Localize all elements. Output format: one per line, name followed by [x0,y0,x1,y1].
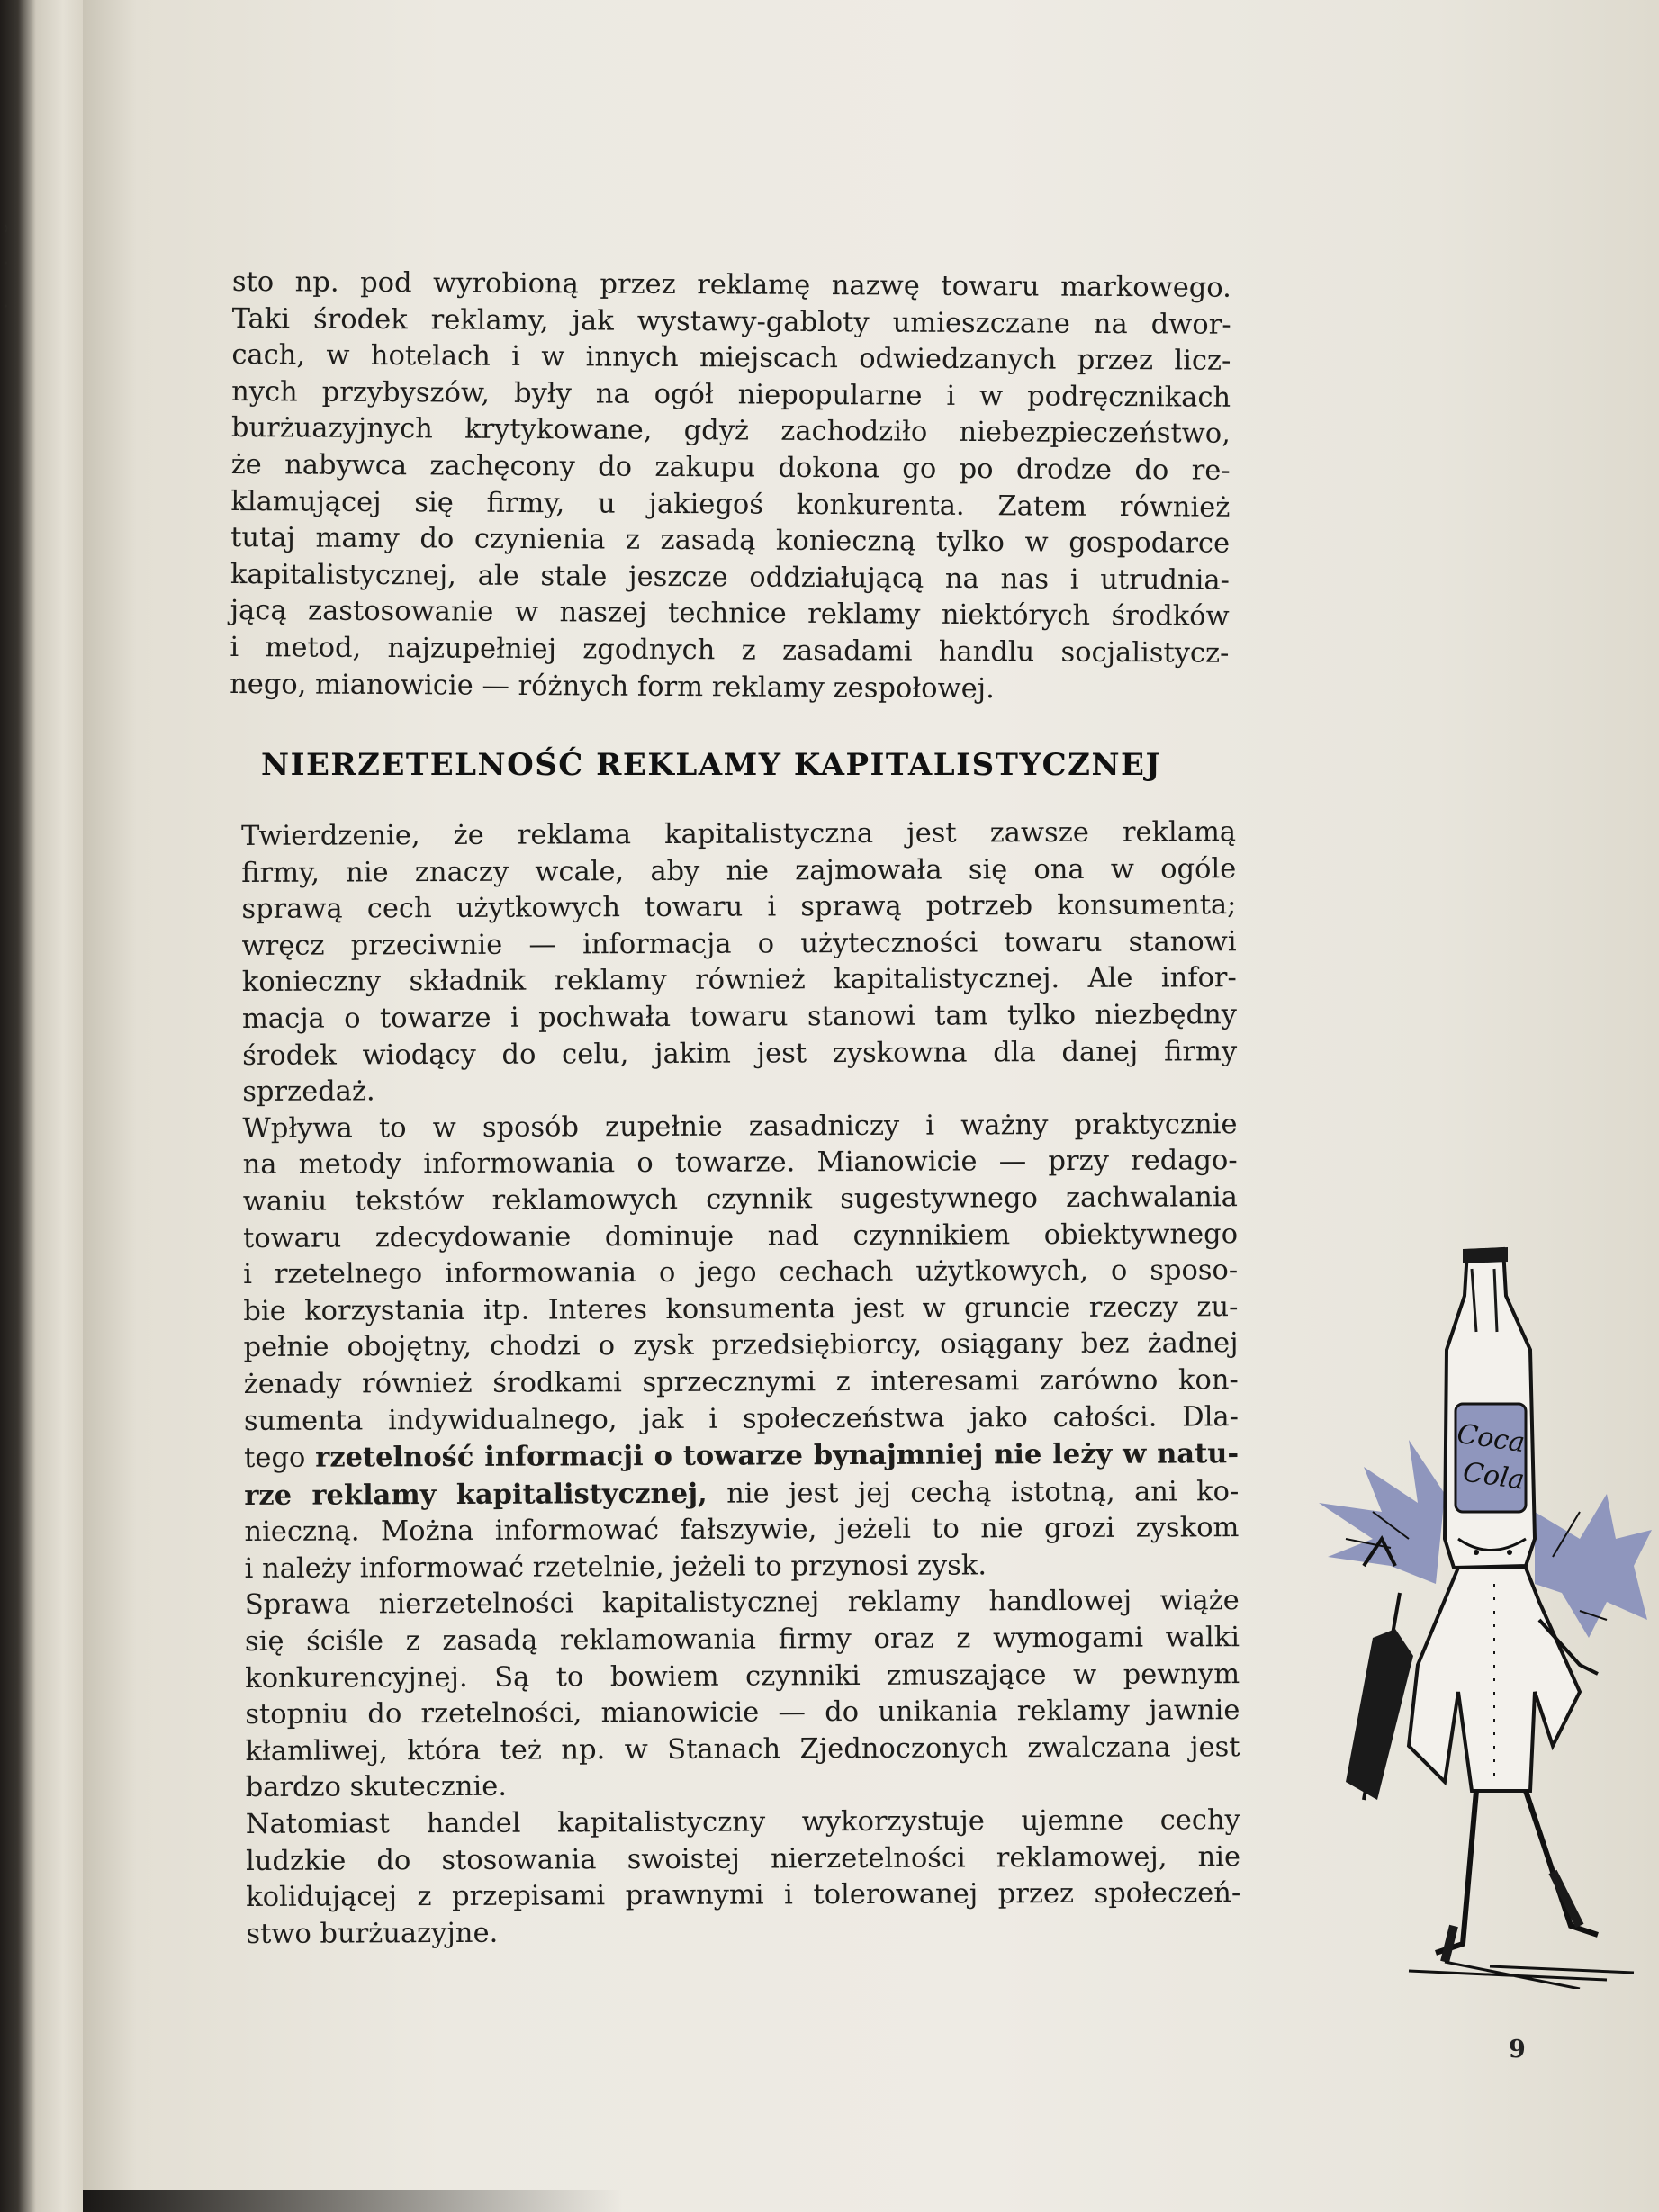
text-line: waniu tekstów reklamowych czynnik sugestywnego zachwalania [242,1182,1238,1218]
section-heading: NIERZETELNOŚĆ REKLAMY KAPITALISTYCZNEJ [261,747,1162,783]
paragraph-1 [241,814,1237,1111]
text-line: sprawą cech użytkowych towaru i sprawą potrzeb konsumenta; [241,889,1237,926]
top-paragraph [230,265,1231,709]
text-line: sto np. pod wyrobioną przez reklamę nazwę towaru markowego. [231,265,1231,304]
text-line: nieczną. Można informować fałszywie, jeżeli to nie grozi zyskom [244,1512,1240,1549]
text-line: wręcz przeciwnie — informacja o użyteczności towaru stanowi [241,925,1237,962]
emphasis-text: rzetelność informacji o towarze bynajmniej nie leży w natu- [315,1437,1240,1474]
text-line: bardzo skutecznie. [245,1771,508,1804]
body-text [241,814,1240,1953]
text-line: burżuazyjnych krytykowane, gdyż zachodziło niebezpieczeństwo, [230,412,1231,451]
text-line: jącą zastosowanie w naszej technice reklamy niektórych środków [230,595,1230,634]
text-span: tego [244,1442,316,1475]
bottle-man-illustration [1310,1242,1652,1989]
text-line: kolidującej z przepisami prawnymi i tolerowanej przez społeczeń- [246,1877,1241,1914]
bottle-label-line2: Cola [1460,1456,1527,1497]
text-line: stopniu do rzetelności, mianowicie — do unikania reklamy jawnie [245,1695,1240,1731]
text-line: nego, mianowicie — różnych form reklamy zespołowej. [230,668,995,705]
text-line: i należy informować rzetelnie, jeżeli to przynosi zysk. [244,1550,987,1585]
page-shadow [83,2190,623,2212]
text-line: tutaj mamy do czynienia z zasadą konieczną tylko w gospodarce [230,522,1231,560]
text-line: żenady również środkami sprzecznymi z interesami zarówno kon- [243,1364,1239,1400]
text-line: cach, w hotelach i w innych miejscach odwiedzanych przez licz- [231,339,1231,377]
text-line [244,1473,1239,1515]
text-line: i metod, najzupełniej zgodnych z zasadami handlu socjalistycz- [230,631,1230,670]
text-line: się ściśle z zasadą reklamowania firmy oraz z wymogami walki [244,1622,1240,1659]
text-line: sumenta indywidualnego, jak i społeczeństwa jako całości. Dla- [243,1400,1239,1437]
text-line: konkurencyjnej. Są to bowiem czynniki zmuszające w pewnym [245,1658,1240,1695]
text-line: ludzkie do stosowania swoistej nierzetelności reklamowej, nie [245,1840,1241,1877]
text-line: i rzetelnego informowania o jego cechach użytkowych, o sposo- [243,1254,1239,1291]
text-line: stwo burżuazyjne. [246,1917,499,1950]
text-line: że nabywca zachęcony do zakupu dokona go po drodze do re- [230,448,1231,487]
text-line: środek wiodący do celu, jakim jest zyskowna dla danej firmy [242,1035,1238,1072]
text-line: klamującej się firmy, u jakiegoś konkurenta. Zatem również [230,485,1231,524]
text-line: bie korzystania itp. Interes konsumenta jest w gruncie rzeczy zu- [243,1290,1239,1327]
text-line: firmy, nie znaczy wcale, aby nie zajmowała się ona w ogóle [241,852,1237,889]
text-line: Twierdzenie, że reklama kapitalistyczna jest zawsze reklamą [241,816,1237,852]
text-line: towaru zdecydowanie dominuje nad czynnikiem obiektywnego [242,1218,1239,1254]
paragraph-2 [242,1107,1239,1588]
text-line [244,1435,1239,1477]
text-line: Natomiast handel kapitalistyczny wykorzystuje ujemne cechy [245,1804,1240,1841]
emphasis-text: rze reklamy kapitalistycznej, [244,1477,708,1512]
text-line: Taki środek reklamy, jak wystawy-gabloty umieszczane na dwor- [231,302,1231,341]
page-number: 9 [1509,2036,1526,2064]
text-line: sprzedaż. [242,1075,375,1109]
paragraph-3 [245,1584,1240,1807]
text-line: konieczny składnik reklamy również kapitalistycznej. Ale infor- [241,962,1237,999]
text-line: Wpływa to w sposób zupełnie zasadniczy i ważny praktycznie [242,1108,1238,1145]
bottle-label-line1: Coca [1455,1417,1528,1460]
text-line: kapitalistycznej, ale stale jeszcze oddziałującą na nas i utrudnia- [230,558,1230,597]
book-gutter [0,0,83,2212]
edge-marks [0,216,13,324]
paragraph-4 [246,1803,1241,1953]
text-span: nie jest jej cechą istotną, ani ko- [707,1475,1240,1510]
text-line: kłamliwej, która też np. w Stanach Zjednoczonych zwalczana jest [245,1731,1240,1767]
text-line: Sprawa nierzetelności kapitalistycznej reklamy handlowej wiąże [244,1585,1240,1622]
text-line: macja o towarze i pochwała towaru stanowi tam tylko niezbędny [241,999,1238,1035]
text-line: na metody informowania o towarze. Mianowicie — przy redago- [242,1145,1238,1182]
text-line: nych przybyszów, były na ogół niepopularne i w podręcznikach [231,375,1231,414]
text-line: pełnie obojętny, chodzi o zysk przedsiębiorcy, osiągany bez żadnej [243,1327,1239,1364]
